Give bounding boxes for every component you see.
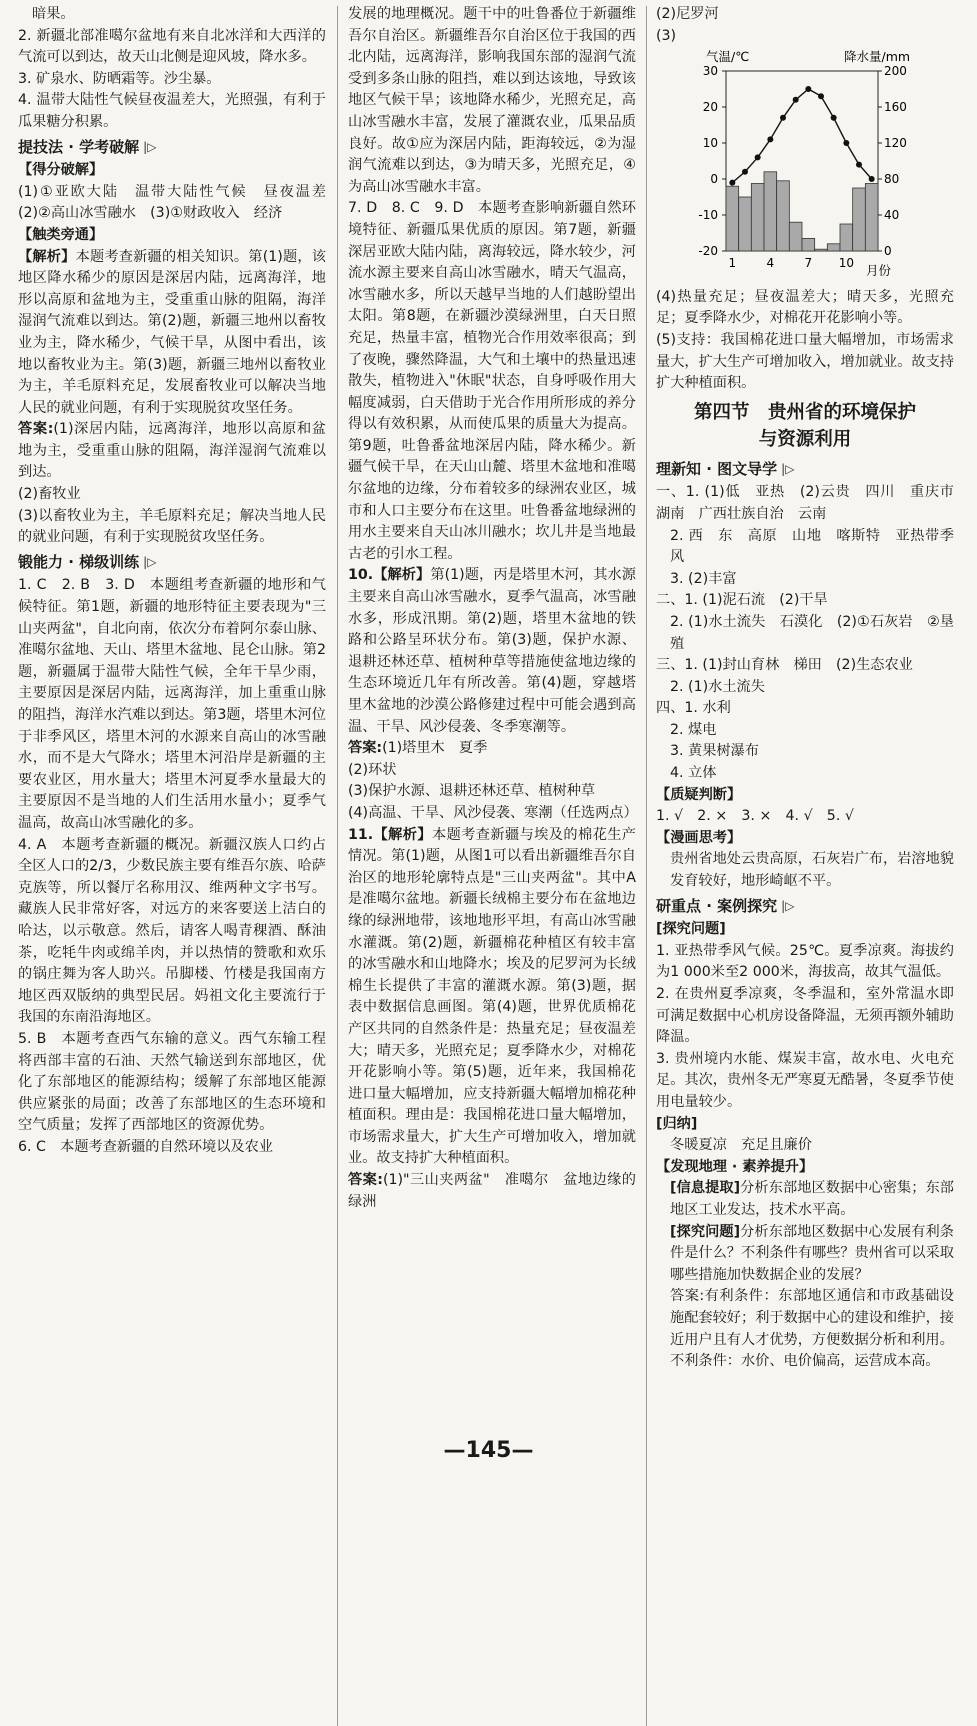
section-heading-text: 提技法 · 学考破解	[18, 137, 140, 156]
right-tick-label: 120	[884, 136, 907, 151]
right-tick-label: 160	[884, 100, 907, 115]
double-chevron-icon: |▷	[143, 139, 157, 154]
analysis-text: 第(1)题，丙是塔里木河，其水源主要来自高山冰雪融水，夏季气温高，冰雪融水多，形成汛期。第(2)题，塔里木盆地的铁路和公路呈环状分布。第(3)题，保护水源、退耕还林还草、植树种草等措施使盆地边缘的生态环境近几年有所改善。第(4)题，穿越塔里木盆地的沙漠公路修建过程中可能会遇到高温、干旱、风沙侵袭、冬季寒潮等。	[348, 567, 636, 735]
y-axis-right-label: 降水量/mm	[844, 49, 911, 65]
x-tick-label: 10	[838, 256, 854, 271]
answer-item: 3. 贵州境内水能、煤炭丰富，故水电、火电充足。其次，贵州冬无严寒夏无酷暑，冬夏季节使用电量较少。	[656, 1050, 954, 1110]
precipitation-bar	[726, 186, 739, 251]
info-tag: [信息提取]	[670, 1180, 741, 1197]
answer-text: (1)深居内陆，远离海洋，地形以高原和盆地为主，受重重山脉的阻隔，海洋湿润气流难以到达。	[18, 421, 326, 481]
x-axis-label: 月份	[866, 263, 892, 279]
section-heading	[18, 137, 326, 159]
answer-item	[348, 1170, 636, 1213]
answer-item: 3. (2)丰富	[670, 570, 737, 587]
right-tick-label: 200	[884, 64, 907, 79]
analysis-tag: 【解析】	[373, 826, 432, 843]
answer-item: 1. 亚热带季风气候。25℃。夏季凉爽。海拔约为1 000米至2 000米，海拔高，故其气温低。	[656, 942, 954, 981]
climate-chart	[656, 47, 954, 279]
chapter-title-line: 与资源利用	[758, 428, 852, 450]
subsection-tag: 【得分破解】	[18, 162, 104, 179]
section-heading-text: 理新知 · 图文导学	[656, 459, 778, 478]
answer-item: 2. 煤电	[670, 721, 717, 738]
temperature-point	[729, 180, 735, 186]
answer-item: (2)畜牧业	[18, 486, 81, 503]
right-tick-label: 0	[884, 244, 892, 259]
answer-item: 4. 立体	[670, 765, 717, 782]
section-heading	[656, 459, 954, 481]
precipitation-bar	[751, 184, 764, 252]
precipitation-bar	[777, 181, 790, 251]
subsection-tag: 【质疑判断】	[656, 786, 742, 803]
right-tick-label: 40	[884, 208, 900, 223]
analysis-text: 本题考查新疆的相关知识。第(1)题，该地区降水稀少的原因是深居内陆，远离海洋，地形以高原和盆地为主，受重重山脉的阻隔，海洋湿润气流难以到达。第(2)题，新疆三地州以畜牧业为主，降水稀少，气候干旱，从图中看出，该地以畜牧业为主。第(3)题，新疆三地州以畜牧业为主，羊毛原料充足，发展畜牧业可以解决当地人民的就业问题，有利于实现脱贫攻坚任务。	[18, 248, 326, 416]
answer-item: 1. √ 2. × 3. × 4. √ 5. √	[656, 808, 854, 825]
chapter-title-line: 第四节 贵州省的环境保护	[693, 401, 916, 423]
temperature-point	[869, 176, 875, 182]
answer-item: 2. 西 东 高原 山地 喀斯特 亚热带季风	[670, 527, 954, 566]
answer-item: 一、1. (1)低 亚热 (2)云贵 四川 重庆市 湖南 广西壮族自治 云南	[656, 484, 969, 522]
double-chevron-icon: |▷	[781, 461, 795, 476]
question-analysis: 发展的地理概况。题干中的吐鲁番位于新疆维吾尔自治区。新疆维吾尔自治区位于我国的西北内陆，远离海洋，影响我国东部的湿润气流受到多条山脉的阻挡，难以到达该地，导致该地区气候干旱；该地降水稀少，光照充足，高山冰雪融水丰富，发展了灌溉农业，瓜果品质良好。故①应为深居内陆，距海较远，②为湿润气流难以到达，③为晴天多，光照充足，④为高山冰雪融水丰富。	[348, 6, 636, 195]
answer-item: 4. 温带大陆性气候昼夜温差大，光照强，有利于瓜果糖分积累。	[18, 92, 326, 130]
question-analysis	[348, 825, 636, 1171]
subsection-tag: 【漫画思考】	[656, 829, 742, 846]
answer-text: (1)"三山夹两盆" 准噶尔 盆地边缘的绿洲	[348, 1172, 636, 1210]
answer-item: (3)以畜牧业为主，羊毛原料充足；解决当地人民的就业问题，有利于实现脱贫攻坚任务。	[18, 507, 326, 546]
answer-item: 2. (1)水土流失 石漠化 (2)①石灰岩 ②垦殖	[670, 613, 954, 652]
question-analysis: 5. B 本题考查西气东输的意义。西气东输工程将西部丰富的石油、天然气输送到东部地区，优化了东部地区的能源结构；缓解了东部地区能源供应紧张的局面；改善了东部地区的生态环境和空气质量；发挥了西部地区的资源优势。	[18, 1030, 326, 1134]
answer-item: (4)高温、干旱、风沙侵袭、寒潮（任选两点）	[348, 804, 638, 821]
precipitation-bar	[865, 184, 878, 252]
temperature-point	[780, 115, 786, 121]
precipitation-bar	[853, 188, 866, 251]
question-number: 11.	[348, 826, 374, 843]
question-text: 分析东部地区数据中心发展有利条件是什么？不利条件有哪些？贵州省可以采取哪些措施加快数据企业的发展？	[670, 1223, 954, 1283]
temperature-point	[843, 140, 849, 146]
precipitation-bar	[739, 197, 752, 251]
precipitation-bar	[840, 224, 853, 251]
question-analysis: 1. C 2. B 3. D 本题组考查新疆的地形和气候特征。第1题，新疆的地形特征主要表现为"三山夹两盆"，自北向南，依次分布着阿尔泰山脉、准噶尔盆地、天山、塔里木盆地、昆仑山脉。第2题，新疆属于温带大陆性气候，全年干旱少雨，主要原因是深居内陆，远离海洋，加上重重山脉的阻挡，海洋水汽难以到达。第3题，塔里木河位于非季风区，塔里木河的水源来自高山的冰雪融水，而不是大气降水；塔里木河沿岸是新疆的主要农业区，用水量大；塔里木河夏季水量最大的主要原因不是当地的人们生活用水量小；夏季气温高，故高山冰雪融化的多。	[18, 577, 326, 831]
answer-item: 四、1. 水利	[656, 700, 731, 717]
y-axis-left-label: 气温/℃	[706, 49, 750, 65]
answer-item: 3. 黄果树瀑布	[670, 743, 759, 760]
subsection-tag: [探究问题]	[656, 921, 726, 938]
answer-item: (4)热量充足；昼夜温差大；晴天多，光照充足；夏季降水少，对棉花开花影响小等。	[656, 288, 954, 327]
temperature-line	[732, 89, 871, 183]
answer-item: (2)尼罗河	[656, 6, 719, 22]
answer-item: 贵州省地处云贵高原，石灰岩广布，岩溶地貌发育较好，地形崎岖不平。	[670, 851, 954, 890]
section-heading-text: 锻能力 · 梯级训练	[18, 552, 140, 571]
double-chevron-icon: |▷	[781, 898, 795, 913]
answer-item: 三、1. (1)封山育林 梯田 (2)生态农业	[656, 657, 913, 674]
precipitation-bar	[764, 172, 777, 251]
answer-item	[656, 1222, 954, 1287]
temperature-point	[831, 115, 837, 121]
analysis-text: 本题考查新疆与埃及的棉花生产情况。第(1)题，从图1可以看出新疆维吾尔自治区的地形轮廓特点是"三山夹两盆"。其中A是准噶尔盆地。新疆长绒棉主要分布在盆地边缘的绿洲地带，该地地形平坦，有高山冰雪融水灌溉。第(2)题，新疆棉花种植区有较丰富的冰雪融水和山地降水；埃及的尼罗河为长绒棉生长提供了丰富的灌溉水源。第(3)题，据表中数据信息画图。第(4)题，世界优质棉花产区共同的自然条件是：热量充足；昼夜温差大；晴天多，光照充足；夏季降水少，对棉花开花影响小等。第(5)题，近年来，我国棉花进口量大幅增加，应支持新疆大幅增加棉花种植面积。理由是：我国棉花进口量大幅增加，市场需求量大，扩大生产可增加收入，增加就业。故支持扩大种植面积。	[348, 826, 636, 1167]
chapter-title	[656, 399, 954, 453]
left-tick-label: 10	[702, 136, 718, 151]
temperature-point	[856, 162, 862, 168]
answer-item: (2)环状	[348, 761, 397, 778]
column-left	[18, 4, 341, 1158]
subsection-tag: 【发现地理 · 素养提升】	[656, 1158, 814, 1175]
answer-item: 2. 新疆北部准噶尔盆地有来自北冰洋和大西洋的气流可以到达，故天山北侧是迎风坡，降水多。	[18, 27, 326, 66]
answer-text: (1)塔里木 夏季	[382, 740, 488, 757]
question-analysis: 7. D 8. C 9. D 本题考查影响新疆自然环境特征、新疆瓜果优质的原因。第7题，新疆深居亚欧大陆内陆，离海较远，降水较少，河流水源主要来自高山冰雪融水，晴天气温高，冰雪融水多，所以天越早当地的人们越盼望出太阳。第8题，在新疆沙漠绿洲里，白天日照充足，热量丰富，植物光合作用效率很高；到了夜晚，骤然降温，大气和土壤中的热量迅速散失，植物进入"休眠"状态，自身呼吸作用大幅度减弱，白天借助于光合作用所形成的养分得以有效积累，从而使瓜果的质量大为提高。第9题，吐鲁番盆地深居内陆，降水稀少。新疆气候干旱，在天山山麓、塔里木盆地和准噶尔盆地的边缘，分布着较多的绿洲农业区，城市和人口主要分布在这里。吐鲁番盆地绿洲的用水主要来自天山冰川融水；坎儿井是当地最古老的引水工程。	[348, 200, 636, 562]
section-heading	[18, 552, 326, 574]
temperature-point	[793, 97, 799, 103]
answer-tag: 答案:	[18, 421, 54, 438]
x-tick-label: 1	[728, 256, 737, 271]
answer-item	[656, 1286, 954, 1351]
answer-tag: 答案:	[670, 1288, 705, 1305]
temperature-point	[818, 93, 824, 99]
left-tick-label: 30	[702, 64, 718, 79]
answer-item: (5)支持：我国棉花进口量大幅增加，市场需求量大，扩大生产可增加收入，增加就业。故支持扩大种植面积。	[656, 331, 954, 392]
precipitation-bar	[827, 244, 840, 251]
right-tick-label: 80	[884, 172, 900, 187]
subsection-tag: [归纳]	[656, 1115, 698, 1132]
precipitation-bar	[802, 239, 815, 252]
answer-item: (3)保护水源、退耕还林还草、植树种草	[348, 783, 596, 800]
answer-item: 2. (1)水土流失	[670, 678, 765, 695]
answer-item: 3. 矿泉水、防晒霜等。沙尘暴。	[18, 70, 221, 87]
temperature-point	[767, 137, 773, 143]
temperature-point	[805, 86, 811, 92]
left-tick-label: 20	[702, 100, 718, 115]
column-divider	[646, 6, 647, 1726]
answer-tag: 答案:	[348, 740, 383, 757]
double-chevron-icon: |▷	[143, 554, 157, 569]
text-line: 暗果。	[32, 6, 75, 22]
answer-item: (1)①亚欧大陆 温带大陆性气候 昼夜温差 (2)②高山冰雪融水 (3)①财政收入 经济	[18, 183, 341, 222]
precipitation-bar	[789, 222, 802, 251]
question-analysis: 4. A 本题考查新疆的概况。新疆汉族人口约占全区人口的2/3，少数民族主要有维吾尔族、哈萨克族等，所以餐厅名称用汉、维两种文字书写。藏族人民非常好客，对远方的来客要送上洁白的哈达，以示敬意。然后，请客人喝青稞酒、酥油茶，吃牦牛肉或绵羊肉，并以热情的赞歌和欢乐的锅庄舞为客人助兴。吊脚楼、竹楼是我国南方地区西双版纳的典型民居。妈祖文化主要流行于我国的东南沿海地区。	[18, 836, 326, 1026]
answer-item: 不利条件：水价、电价偏高，运营成本高。	[670, 1353, 940, 1370]
question-tag: [探究问题]	[670, 1223, 741, 1240]
page-number: —145—	[443, 1438, 534, 1463]
info-text: 分析东部地区数据中心密集；东部地区工业发达，技术水平高。	[670, 1180, 954, 1218]
temperature-point	[755, 155, 761, 161]
answer-item: 2. 在贵州夏季凉爽，冬季温和，室外常温水即可满足数据中心机房设备降温，无须再额外辅助降温。	[656, 986, 954, 1046]
column-middle	[348, 4, 636, 1213]
analysis-tag: 【解析】	[18, 248, 76, 265]
left-tick-label: -20	[698, 244, 718, 259]
analysis-paragraph	[18, 247, 326, 420]
column-right	[656, 4, 969, 1373]
section-heading	[656, 896, 954, 918]
section-heading-text: 研重点 · 案例探究	[656, 896, 778, 915]
answer-item: 冬暖夏凉 充足且廉价	[670, 1137, 812, 1154]
precipitation-bar	[815, 249, 828, 251]
answer-tag: 答案:	[348, 1172, 383, 1189]
question-number: 10.	[348, 567, 374, 584]
x-tick-label: 4	[766, 256, 775, 271]
analysis-tag: 【解析】	[373, 567, 431, 584]
left-tick-label: -10	[698, 208, 718, 223]
column-divider	[337, 6, 338, 1726]
answer-item	[656, 1178, 954, 1221]
answer-item: 二、1. (1)泥石流 (2)干旱	[656, 592, 828, 609]
temperature-point	[742, 169, 748, 175]
answer-text: 有利条件：东部地区通信和市政基础设施配套较好；利于数据中心的建设和维护，接近用户且有人才优势，方便数据分析和利用。	[670, 1288, 954, 1348]
left-tick-label: 0	[710, 172, 718, 187]
x-tick-label: 7	[804, 256, 813, 271]
question-analysis	[348, 565, 636, 738]
subsection-tag: 【触类旁通】	[18, 226, 104, 243]
answer-item	[18, 419, 326, 484]
answer-item: (3)	[656, 27, 677, 44]
question-analysis: 6. C 本题考查新疆的自然环境以及农业	[18, 1138, 273, 1155]
answer-item	[348, 738, 636, 760]
